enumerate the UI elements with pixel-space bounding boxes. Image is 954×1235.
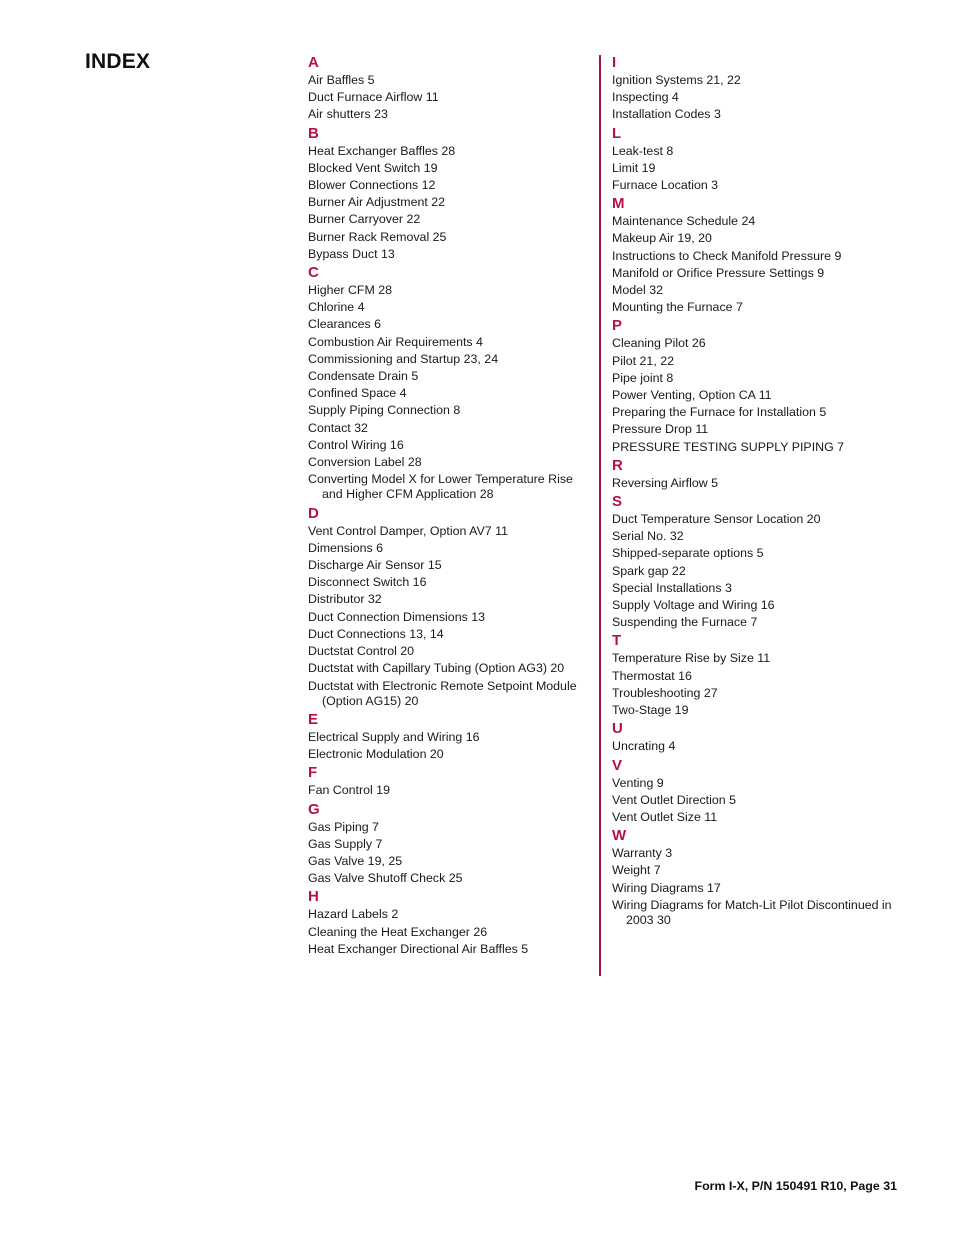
index-entry: Distributor 32 (308, 592, 382, 607)
section-letter: G (308, 800, 320, 818)
index-entry: Shipped-separate options 5 (612, 546, 764, 561)
index-entry: Air shutters 23 (308, 107, 388, 122)
index-section-a (308, 53, 588, 124)
index-entry: Burner Rack Removal 25 (308, 229, 447, 244)
index-entry: Inspecting 4 (612, 90, 679, 105)
index-entry: Serial No. 32 (612, 529, 684, 544)
index-entry: Confined Space 4 (308, 386, 407, 401)
section-letter: C (308, 264, 319, 282)
index-section-f (308, 763, 588, 799)
index-entry: Uncrating 4 (612, 739, 676, 754)
index-entry: Duct Furnace Airflow 11 (308, 90, 439, 105)
section-letter: D (308, 504, 319, 522)
index-entry: Control Wiring 16 (308, 437, 404, 452)
index-entry: Higher CFM 28 (308, 283, 393, 298)
index-entry: Vent Control Damper, Option AV7 11 (308, 523, 508, 538)
index-entry: Pressure Drop 11 (612, 422, 709, 437)
index-entry: Clearances 6 (308, 317, 382, 332)
index-entry: Blocked Vent Switch 19 (308, 160, 438, 175)
index-entry: Pilot 21, 22 (612, 353, 674, 368)
section-letter: B (308, 124, 319, 142)
index-entry: Model 32 (612, 283, 663, 298)
index-section-e (308, 710, 588, 763)
section-letter: L (612, 124, 622, 142)
index-entry: Venting 9 (612, 775, 664, 790)
index-section-r (612, 456, 902, 492)
index-section-s (612, 492, 902, 631)
index-section-h (308, 887, 588, 958)
index-entry: Cleaning the Heat Exchanger 26 (308, 924, 488, 939)
index-section-m (612, 194, 902, 316)
section-letter: H (308, 888, 319, 906)
section-letter: S (612, 493, 623, 511)
section-letter: W (612, 827, 627, 845)
index-entry: Burner Air Adjustment 22 (308, 195, 446, 210)
section-letter: F (308, 764, 318, 782)
index-entry: Installation Codes 3 (612, 107, 721, 122)
index-entry: Hazard Labels 2 (308, 907, 399, 922)
page-footer: Form I-X, P/N 150491 R10, Page 31 (694, 1179, 897, 1193)
index-entry: Heat Exchanger Baffles 28 (308, 143, 456, 158)
index-section-l (612, 124, 902, 195)
index-entry: Converting Model X for Lower Temperature Rise and Higher CFM Application 28 (308, 472, 573, 502)
index-entry: Vent Outlet Direction 5 (612, 792, 736, 807)
section-letter: M (612, 195, 625, 213)
index-column-right (612, 53, 902, 929)
index-entry: Bypass Duct 13 (308, 246, 395, 261)
index-entry: Ignition Systems 21, 22 (612, 73, 741, 87)
index-entry: Manifold or Orifice Pressure Settings 9 (612, 265, 825, 280)
index-entry: PRESSURE TESTING SUPPLY PIPING 7 (612, 439, 845, 454)
index-entry: Two-Stage 19 (612, 703, 689, 718)
index-entry: Thermostat 16 (612, 668, 692, 683)
index-entry: Chlorine 4 (308, 300, 365, 315)
index-entry: Commissioning and Startup 23, 24 (308, 351, 499, 366)
index-entry: Electronic Modulation 20 (308, 747, 444, 762)
index-entry: Makeup Air 19, 20 (612, 231, 712, 246)
index-entry: Dimensions 6 (308, 540, 384, 555)
index-entry: Limit 19 (612, 160, 656, 175)
index-entry: Duct Connections 13, 14 (308, 626, 444, 641)
index-entry: Troubleshooting 27 (612, 685, 718, 700)
index-section-w (612, 826, 902, 929)
index-entry: Condensate Drain 5 (308, 369, 419, 384)
section-letter: T (612, 632, 622, 650)
index-entry: Gas Supply 7 (308, 836, 383, 851)
index-entry: Maintenance Schedule 24 (612, 214, 756, 229)
column-divider (599, 55, 601, 976)
index-entry: Ductstat Control 20 (308, 644, 415, 659)
index-entry: Suspending the Furnace 7 (612, 615, 758, 630)
index-column-left (308, 53, 588, 958)
index-entry: Supply Piping Connection 8 (308, 403, 461, 418)
index-entry: Wiring Diagrams for Match-Lit Pilot Discontinued in 2003 30 (612, 897, 892, 927)
section-letter: P (612, 317, 623, 335)
index-entry: Reversing Airflow 5 (612, 475, 719, 490)
index-entry: Conversion Label 28 (308, 455, 422, 470)
index-entry: Ductstat with Capillary Tubing (Option AG3) 20 (308, 661, 565, 676)
section-letter: V (612, 756, 623, 774)
index-entry: Vent Outlet Size 11 (612, 809, 718, 824)
index-section-b (308, 124, 588, 263)
index-section-d (308, 504, 588, 710)
index-entry: Cleaning Pilot 26 (612, 336, 706, 351)
page-title: INDEX (85, 50, 151, 73)
index-entry: Duct Temperature Sensor Location 20 (612, 512, 821, 527)
index-entry: Spark gap 22 (612, 563, 686, 578)
index-entry: Weight 7 (612, 863, 661, 878)
section-letter: U (612, 720, 623, 738)
index-entry: Wiring Diagrams 17 (612, 880, 721, 895)
index-entry: Temperature Rise by Size 11 (612, 651, 771, 666)
index-entry: Combustion Air Requirements 4 (308, 334, 483, 349)
index-entry: Burner Carryover 22 (308, 212, 421, 227)
index-entry: Gas Piping 7 (308, 819, 379, 834)
index-entry: Furnace Location 3 (612, 178, 719, 193)
index-section-v (612, 756, 902, 827)
index-section-p (612, 316, 902, 455)
index-entry: Contact 32 (308, 420, 368, 435)
section-letter: R (612, 456, 623, 474)
index-entry: Heat Exchanger Directional Air Baffles 5 (308, 941, 529, 956)
index-section-g (308, 800, 588, 888)
index-entry: Leak-test 8 (612, 143, 674, 158)
index-entry: Disconnect Switch 16 (308, 575, 427, 590)
index-entry: Instructions to Check Manifold Pressure 9 (612, 248, 842, 263)
section-letter: I (612, 54, 617, 71)
index-entry: Air Baffles 5 (308, 73, 375, 87)
index-entry: Gas Valve 19, 25 (308, 854, 403, 869)
index-entry: Ductstat with Electronic Remote Setpoint Module (Option AG15) 20 (308, 678, 577, 708)
index-section-i (612, 53, 902, 124)
section-letter: A (308, 54, 319, 71)
index-entry: Supply Voltage and Wiring 16 (612, 598, 775, 613)
index-entry: Electrical Supply and Wiring 16 (308, 730, 480, 745)
index-entry: Special Installations 3 (612, 580, 732, 595)
index-entry: Preparing the Furnace for Installation 5 (612, 405, 827, 420)
index-entry: Blower Connections 12 (308, 178, 436, 193)
index-section-c (308, 263, 588, 504)
index-entry: Pipe joint 8 (612, 370, 674, 385)
index-entry: Discharge Air Sensor 15 (308, 558, 442, 573)
index-entry: Fan Control 19 (308, 783, 390, 798)
index-entry: Gas Valve Shutoff Check 25 (308, 871, 463, 886)
section-letter: E (308, 711, 319, 729)
index-entry: Power Venting, Option CA 11 (612, 388, 772, 403)
index-entry: Warranty 3 (612, 846, 673, 861)
index-section-u (612, 719, 902, 755)
index-entry: Duct Connection Dimensions 13 (308, 609, 486, 624)
index-entry: Mounting the Furnace 7 (612, 300, 743, 315)
index-section-t (612, 631, 902, 719)
